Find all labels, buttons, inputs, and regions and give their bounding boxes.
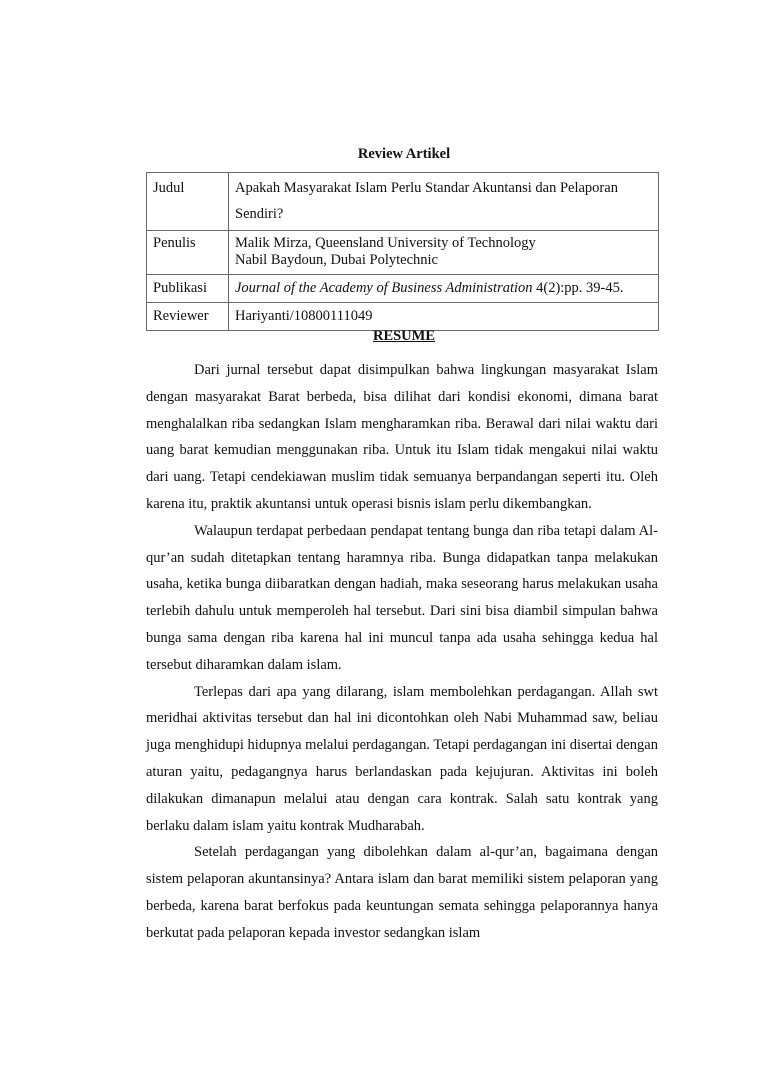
resume-body (146, 357, 658, 947)
table-row-penulis (147, 231, 659, 275)
table-row-reviewer (147, 303, 659, 331)
table-row-judul (147, 173, 659, 231)
paragraph-4: Setelah perdagangan yang dibolehkan dalam al-qur’an, bagaimana dengan sistem pelaporan akuntansinya? Antara islam dan barat memiliki sistem pelaporan yang berbeda, karena barat berfokus pada keuntungan semata sehingga pelaporannya hanya berkutat pada pelaporan kepada investor sedangkan islam (146, 844, 658, 941)
author-2: Nabil Baydoun, Dubai Polytechnic (235, 252, 438, 268)
label-judul: Judul (147, 173, 229, 231)
author-1: Malik Mirza, Queensland University of Technology (235, 235, 536, 251)
value-publikasi (229, 275, 659, 303)
table-row-publikasi (147, 275, 659, 303)
value-reviewer: Hariyanti/10800111049 (229, 303, 659, 331)
section-heading-resume: RESUME (372, 328, 436, 344)
label-penulis: Penulis (147, 231, 229, 275)
paragraph-1: Dari jurnal tersebut dapat disimpulkan bahwa lingkungan masyarakat Islam dengan masyarakat Barat berbeda, bisa dilihat dari kondisi ekonomi, dimana barat menghalalkan riba sedangkan Islam mengharamkan riba. Berawal dari nilai waktu dari uang barat kemudian menggunakan riba. Untuk itu Islam tidak mengakui nilai waktu dari uang. Tetapi cendekiawan muslim tidak semuanya berpandangan seperti itu. Oleh karena itu, praktik akuntansi untuk operasi bisnis islam perlu dikembangkan. (146, 362, 658, 512)
label-reviewer: Reviewer (147, 303, 229, 331)
journal-name: Journal of the Academy of Business Administration (235, 280, 533, 296)
journal-volume-pages: 4(2):pp. 39-45. (532, 280, 624, 296)
value-judul: Apakah Masyarakat Islam Perlu Standar Akuntansi dan Pelaporan Sendiri? (229, 173, 659, 231)
value-penulis (229, 231, 659, 275)
paragraph-3: Terlepas dari apa yang dilarang, islam membolehkan perdagangan. Allah swt meridhai aktivitas tersebut dan hal ini dicontohkan oleh Nabi Muhammad saw, beliau juga menghidupi hidupnya melalui perdagangan. Tetapi perdagangan ini disertai dengan aturan yaitu, pedagangnya harus berlandaskan pada kejujuran. Aktivitas ini boleh dilakukan dimanapun melalui atau dengan cara kontrak. Salah satu kontrak yang berlaku dalam islam yaitu kontrak Mudharabah. (146, 683, 658, 834)
paragraph-2: Walaupun terdapat perbedaan pendapat tentang bunga dan riba tetapi dalam Al-qur’an sudah ditetapkan tentang haramnya riba. Bunga didapatkan tanpa melakukan usaha, ketika bunga diibaratkan dengan hadiah, maka seseorang harus melakukan usaha terlebih dahulu untuk memperoleh hal tersebut. Dari sini bisa diambil simpulan bahwa bunga sama dengan riba karena hal ini muncul tanpa ada usaha sehingga kedua hal tersebut diharamkan dalam islam. (146, 522, 658, 673)
document-title: Review Artikel (357, 146, 451, 162)
label-publikasi: Publikasi (147, 275, 229, 303)
article-info-table (146, 172, 659, 331)
